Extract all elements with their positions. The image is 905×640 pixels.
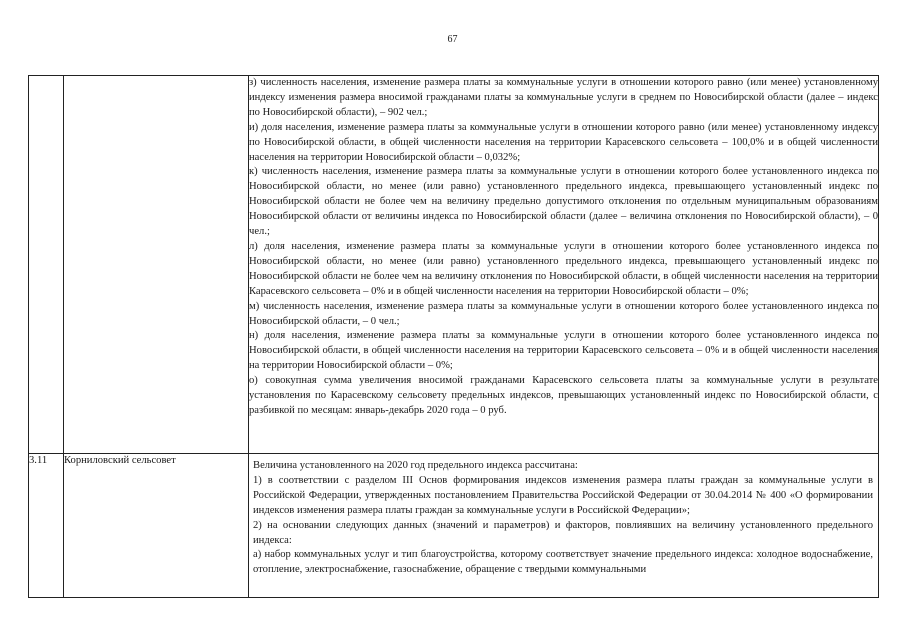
document-table — [28, 75, 879, 598]
paragraph-intro: Величина установленного на 2020 год предельного индекса рассчитана: — [253, 460, 578, 471]
paragraph-1: 1) в соответствии с разделом III Основ формирования индексов изменения размера платы граждан за коммунальные услуги в Российской Федерации, утвержденных постановлением Правительства Российской Федерации от 30.04.2014 № 400 «О формировании индексов изменения размера платы граждан за коммунальные услуги в Российской Федерации»; — [253, 474, 873, 516]
paragraph-o: о) совокупная сумма увеличения вносимой гражданами Карасевского сельсовета платы за коммунальные услуги в результате установления по Карасевскому сельсовету предельных индексов, превышающих установленный индекс по Новосибирской области, с разбивкой по месяцам: январь-декабрь 2020 года – 0 руб. — [249, 375, 878, 416]
paragraph-n: н) доля населения, изменение размера платы за коммунальные услуги в отношении которого более установленного индекса по Новосибирской области, в общей численности населения на территории Карасевского сельсовета – 0% и в общей численности населения на территории Новосибирской области – 0%; — [249, 330, 878, 372]
paragraph-z: з) численность населения, изменение размера платы за коммунальные услуги в отношении которого равно (или менее) установленному индексу изменения размера вносимой гражданами платы за коммунальные услуги в среднем по Новосибирской области (далее – индекс по Новосибирской области), – 902 чел.; — [249, 77, 878, 118]
municipality-name-cell: Корниловский сельсовет — [64, 454, 249, 598]
page-number: 67 — [447, 34, 458, 45]
paragraph-k: к) численность населения, изменение размера платы за коммунальные услуги в отношении которого более установленного индекса по Новосибирской области, но менее (или равно) установленного предельного индекса, превышающего установленный индекс по Новосибирской области не более чем на величину предельно допустимого отклонения по отдельным муниципальным образованиям Новосибирской области от величины индекса по Новосибирской области (далее – величина отклонения по Новосибирской области), – 0 чел.; — [249, 166, 878, 238]
paragraph-l: л) доля населения, изменение размера платы за коммунальные услуги в отношении которого более установленного индекса по Новосибирской области, но менее (или равно) установленного предельного индекса, превышающего установленный индекс по Новосибирской области не более чем на величину отклонения по Новосибирской области, в общей численности населения на территории Карасевского сельсовета – 0% и в общей численности населения на территории Новосибирской области – 0%; — [249, 240, 878, 297]
description-cell — [249, 76, 879, 454]
paragraph-a: а) набор коммунальных услуг и тип благоустройства, которому соответствует значение предельного индекса: холодное водоснабжение, отопление, электроснабжение, газоснабжение, обращение с твердыми коммунальными — [253, 549, 873, 576]
table-row — [29, 454, 879, 598]
description-cell — [249, 454, 879, 598]
municipality-name-cell — [64, 76, 249, 454]
table-row — [29, 76, 879, 454]
paragraph-2: 2) на основании следующих данных (значений и параметров) и факторов, повлиявших на величину установленного предельного индекса: — [253, 519, 873, 546]
paragraph-i: и) доля населения, изменение размера платы за коммунальные услуги в отношении которого равно (или менее) установленному индексу по Новосибирской области, в общей численности населения на территории Карасевского сельсовета – 100,0% и в общей численности населения на территории Новосибирской области – 0,032%; — [249, 121, 878, 163]
row-number-cell — [29, 76, 64, 454]
paragraph-m: м) численность населения, изменение размера платы за коммунальные услуги в отношении которого более установленного индекса по Новосибирской области, – 0 чел.; — [249, 300, 878, 327]
row-number-cell: 3.11 — [29, 454, 64, 598]
